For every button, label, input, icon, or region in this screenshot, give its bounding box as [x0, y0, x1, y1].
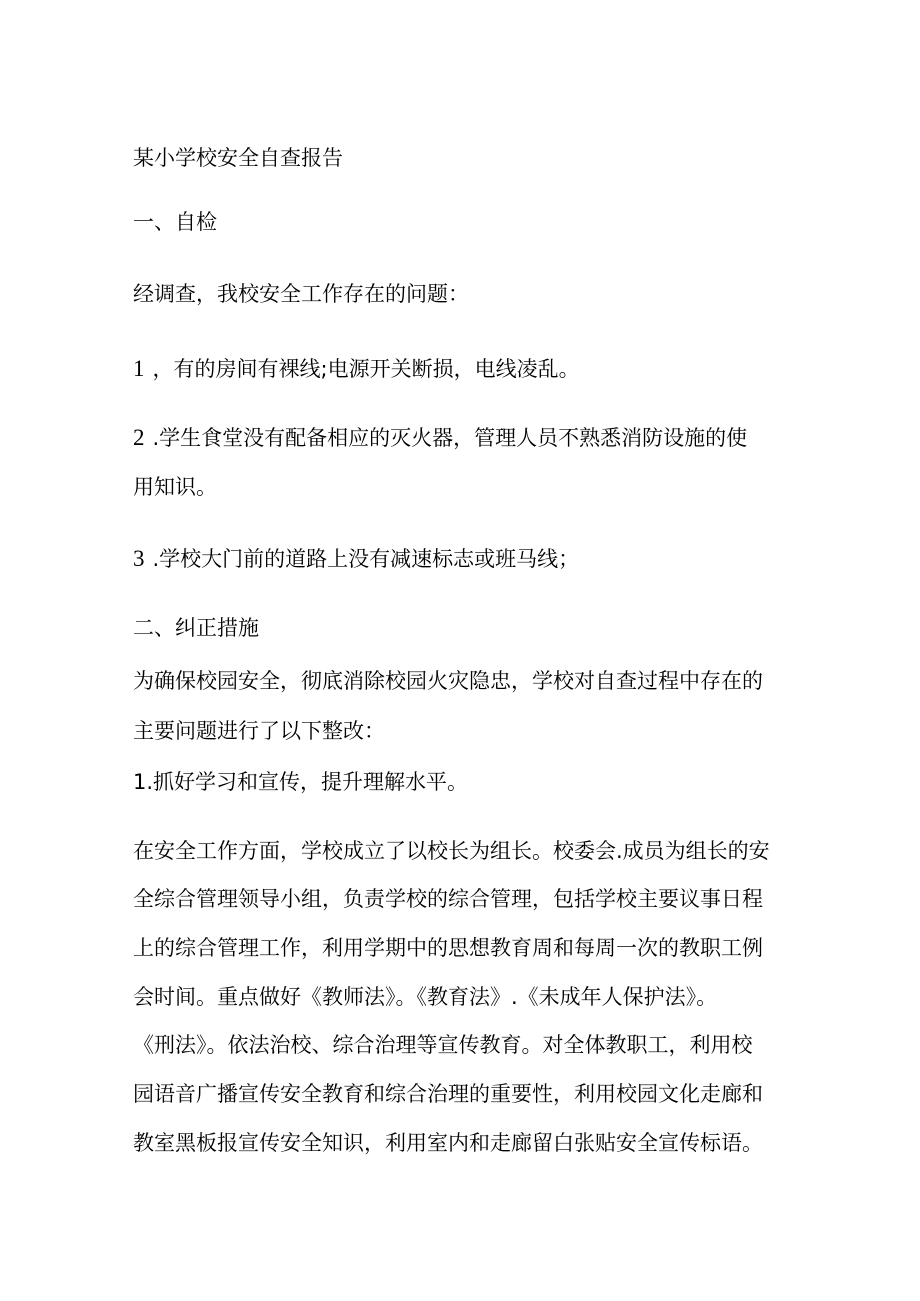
- subsection-heading: 1.抓好学习和宣传，提升理解水平。: [133, 770, 469, 794]
- list-item-number: 3: [133, 546, 145, 571]
- paragraph-line: 上的综合管理工作，利用学期中的思想教育周和每周一次的教职工例: [133, 936, 763, 960]
- paragraph-line: 园语音广播宣传安全教育和综合治理的重要性，利用校园文化走廊和: [133, 1082, 763, 1106]
- paragraph-line: 会时间。重点做好《教师法》。《教育法》.《未成年人保护法》。: [133, 985, 718, 1009]
- section-heading-self-check: 一、自检: [133, 210, 217, 234]
- list-item-continuation: 用知识。: [133, 475, 217, 499]
- list-item-text: .学生食堂没有配备相应的灭火器，管理人员不熟悉消防设施的使: [152, 426, 748, 450]
- paragraph-line: 在安全工作方面，学校成立了以校长为组长。校委会.成员为组长的安: [133, 839, 770, 863]
- list-item: [133, 355, 580, 383]
- list-item: [133, 424, 747, 452]
- paragraph-line: 教室黑板报宣传安全知识，利用室内和走廊留白张贴安全宣传标语。: [133, 1131, 763, 1155]
- section1-intro: 经调查，我校安全工作存在的问题：: [133, 282, 469, 306]
- paragraph-line: 《刑法》。依法治校、综合治理等宣传教育。对全体教职工，利用校: [133, 1033, 753, 1057]
- list-item-text: ，有的房间有裸线;电源开关断损，电线凌乱。: [152, 357, 580, 381]
- list-item: [133, 545, 579, 573]
- section2-intro-line: 主要问题进行了以下整改：: [133, 719, 385, 743]
- paragraph-line: 全综合管理领导小组，负责学校的综合管理，包括学校主要议事日程: [133, 887, 763, 911]
- document-title: 某小学校安全自查报告: [133, 146, 343, 170]
- list-item-number: 1: [133, 356, 145, 381]
- section2-intro-line: 为确保校园安全，彻底消除校园火灾隐忠，学校对自查过程中存在的: [133, 669, 763, 693]
- list-item-number: 2: [133, 425, 145, 450]
- section-heading-corrective-measures: 二、纠正措施: [133, 616, 259, 640]
- list-item-text: .学校大门前的道路上没有减速标志或班马线；: [152, 547, 580, 571]
